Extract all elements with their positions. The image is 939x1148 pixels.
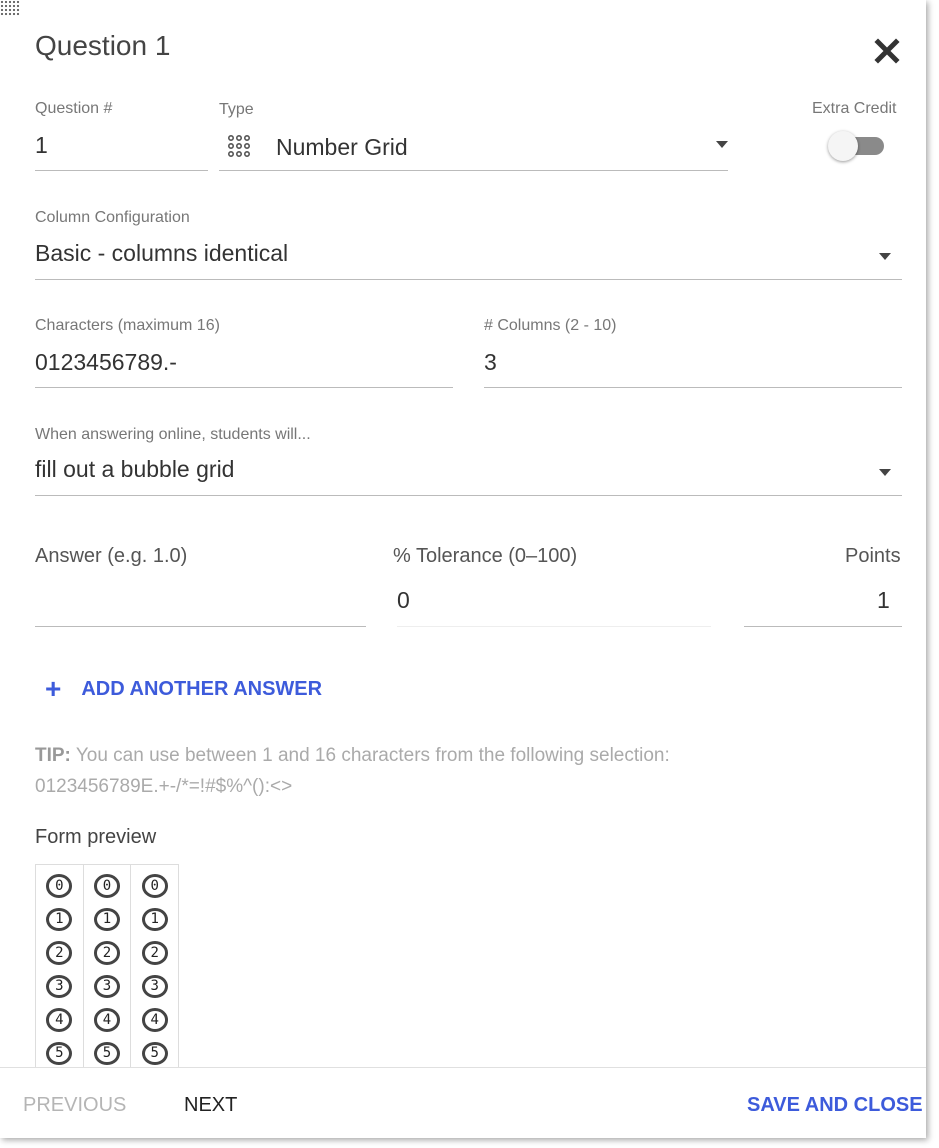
num-columns-label: # Columns (2 - 10) [484,317,617,334]
num-columns-underline [484,387,902,388]
close-button[interactable] [870,34,904,68]
answer-mode-label: When answering online, students will... [35,426,311,443]
tolerance-underline [397,626,711,627]
bubble-option[interactable]: 3 [94,975,120,999]
tolerance-label: % Tolerance (0–100) [393,545,578,567]
bubble-option[interactable]: 3 [142,975,168,999]
answer-label: Answer (e.g. 1.0) [35,545,188,567]
question-number-input[interactable]: 1 [35,132,48,158]
tip-body: You can use between 1 and 16 characters from the following selection: 0123456789E.+-/*=!#$%^():<> [35,745,670,797]
bubble-option[interactable]: 4 [94,1008,120,1032]
grid-column [84,865,132,1075]
bubble-option[interactable]: 4 [46,1008,72,1032]
dialog-title: Question 1 [35,30,171,61]
type-select[interactable]: Number Grid [276,134,408,160]
tolerance-input[interactable]: 0 [397,587,410,613]
bubble-option[interactable]: 4 [142,1008,168,1032]
save-and-close-button[interactable]: SAVE AND CLOSE [747,1094,923,1116]
dialog-footer [0,1067,926,1138]
bubble-option[interactable]: 1 [46,908,72,932]
points-input[interactable]: 1 [877,587,890,613]
form-preview-label: Form preview [35,826,157,848]
bubble-option[interactable]: 1 [142,908,168,932]
answer-mode-select[interactable]: fill out a bubble grid [35,456,235,482]
form-preview-grid [35,864,179,1076]
bubble-option[interactable]: 5 [142,1042,168,1066]
plus-icon: + [45,673,62,704]
grid-dots-icon [227,135,251,157]
type-underline [219,170,728,171]
tip-text [35,740,895,802]
bubble-option[interactable]: 2 [142,941,168,965]
drag-handle-icon[interactable] [0,0,20,16]
column-configuration-label: Column Configuration [35,209,190,226]
num-columns-input[interactable]: 3 [484,349,497,375]
characters-input[interactable]: 0123456789.- [35,349,177,375]
points-label: Points [845,545,901,567]
previous-button[interactable]: PREVIOUS [23,1094,127,1116]
bubble-option[interactable]: 0 [46,874,72,898]
next-button[interactable]: NEXT [184,1094,238,1116]
bubble-option[interactable]: 2 [46,941,72,965]
answer-input[interactable] [35,587,365,617]
extra-credit-label: Extra Credit [812,100,897,117]
bubble-option[interactable]: 0 [94,874,120,898]
add-another-answer-button[interactable] [45,674,322,704]
column-configuration-caret-down-icon[interactable] [879,253,891,260]
extra-credit-toggle-knob[interactable] [828,131,858,161]
grid-column [36,865,84,1075]
answer-mode-underline [35,495,902,496]
bubble-option[interactable]: 3 [46,975,72,999]
question-number-label: Question # [35,100,113,117]
question-number-underline [35,170,208,171]
bubble-option[interactable]: 5 [46,1042,72,1066]
add-another-answer-label: ADD ANOTHER ANSWER [81,677,323,700]
grid-column [131,865,178,1075]
points-underline [744,626,902,627]
tip-prefix: TIP: [35,745,71,766]
bubble-option[interactable]: 5 [94,1042,120,1066]
type-caret-down-icon[interactable] [716,141,728,148]
characters-underline [35,387,453,388]
bubble-option[interactable]: 1 [94,908,120,932]
column-configuration-underline [35,279,902,280]
bubble-option[interactable]: 0 [142,874,168,898]
close-icon [870,34,904,68]
answer-mode-caret-down-icon[interactable] [879,469,891,476]
column-configuration-select[interactable]: Basic - columns identical [35,240,289,266]
answer-underline [35,626,366,627]
type-label: Type [219,101,254,118]
bubble-option[interactable]: 2 [94,941,120,965]
characters-label: Characters (maximum 16) [35,317,220,334]
